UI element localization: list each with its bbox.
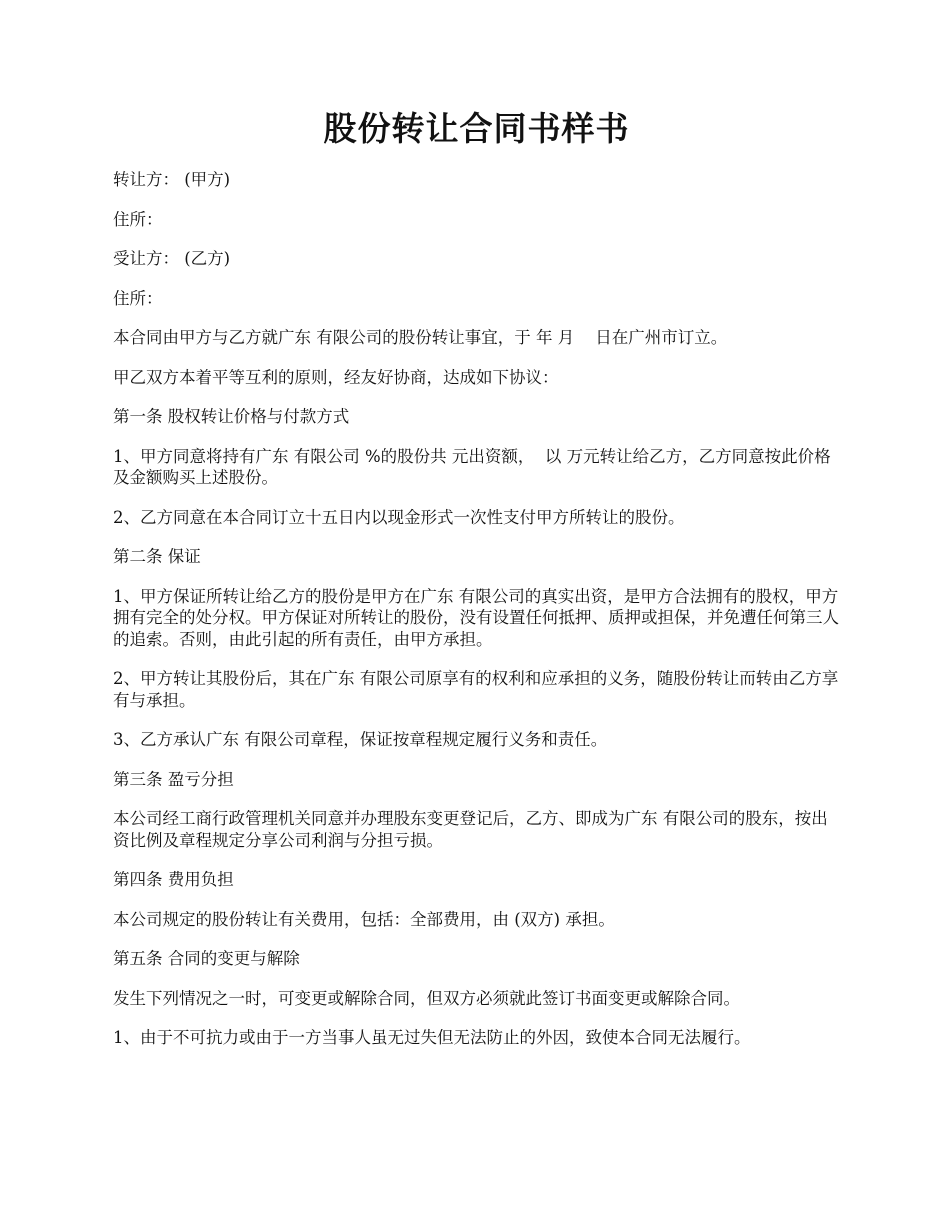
article-1-clause-1: 1、甲方同意将持有广东 有限公司 %的股份共 元出资额， 以 万元转让给乙方，乙方同意按此价格及金额购买上述股份。 [113, 446, 831, 488]
article-2-clause-3: 3、乙方承认广东 有限公司章程，保证按章程规定履行义务和责任。 [113, 730, 608, 750]
document-title: 股份转让合同书样书 [323, 109, 630, 148]
article-1-clause-2: 2、乙方同意在本合同订立十五日内以现金形式一次性支付甲方所转让的股份。 [113, 507, 685, 527]
transferor-address-line: 住所： [113, 209, 163, 229]
article-5-body: 发生下列情况之一时，可变更或解除合同，但双方必须就此签订书面变更或解除合同。 [113, 988, 740, 1008]
transferor-line: 转让方： (甲方) [113, 170, 231, 190]
article-4-heading: 第四条 费用负担 [113, 870, 234, 890]
article-3-heading: 第三条 盈亏分担 [113, 769, 234, 789]
transferee-line: 受让方： (乙方) [113, 249, 231, 269]
article-2-clause-2: 2、甲方转让其股份后，其在广东 有限公司原享有的权利和应承担的义务，随股份转让而转由乙方享有与承担。 [113, 669, 839, 710]
article-2-clause-1: 1、甲方保证所转让给乙方的股份是甲方在广东 有限公司的真实出资，是甲方合法拥有的股权，甲方拥有完全的处分权。甲方保证对所转让的股份，没有设置任何抵押、质押或担保，并免遭任何第三人的追索。否则，由此引起的所有责任，由甲方承担。 [113, 586, 839, 649]
document-page [113, 108, 840, 1067]
article-5-clause-1: 1、由于不可抗力或由于一方当事人虽无过失但无法防止的外因，致使本合同无法履行。 [113, 1028, 751, 1048]
article-4-body: 本公司规定的股份转让有关费用，包括：全部费用，由 (双方) 承担。 [113, 909, 615, 929]
article-5-heading: 第五条 合同的变更与解除 [113, 949, 300, 969]
agreement-intro: 甲乙双方本着平等互利的原则，经友好协商，达成如下协议： [113, 367, 559, 387]
intro-paragraph: 本合同由甲方与乙方就广东 有限公司的股份转让事宜，于 年 月 日在广州市订立。 [113, 328, 728, 348]
transferee-address-line: 住所： [113, 288, 163, 308]
article-1-heading: 第一条 股权转让价格与付款方式 [113, 407, 350, 427]
article-3-body: 本公司经工商行政管理机关同意并办理股东变更登记后，乙方、即成为广东 有限公司的股东，按出资比例及章程规定分享公司利润与分担亏损。 [113, 809, 828, 850]
article-2-heading: 第二条 保证 [113, 547, 201, 567]
